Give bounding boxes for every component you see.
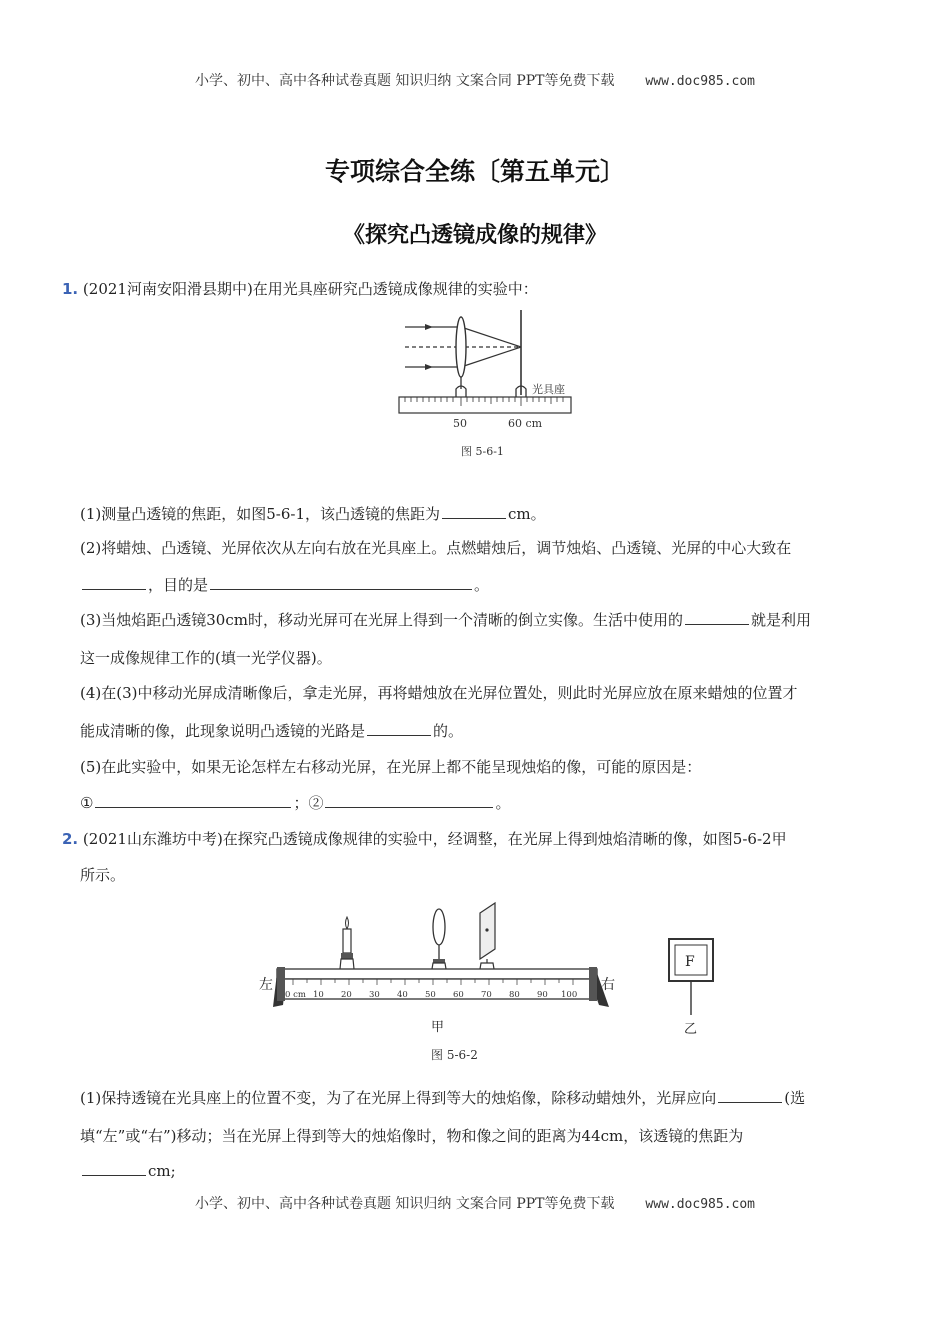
candle [340, 917, 354, 969]
figure-caption: 图 5-6-1 [461, 445, 504, 458]
figure-5-6-1 [395, 305, 575, 465]
tick-label-60: 60 cm [508, 417, 543, 430]
question-number: 1. [62, 280, 79, 298]
header-text: 小学、初中、高中各种试卷真题 知识归纳 文案合同 PPT等免费下载 [194, 73, 615, 89]
footer-text: 小学、初中、高中各种试卷真题 知识归纳 文案合同 PPT等免费下载 [194, 1196, 615, 1212]
answer-blank[interactable] [367, 719, 431, 736]
answer-blank[interactable] [685, 608, 749, 625]
screen [480, 903, 495, 969]
q1-part-2-cont: ，目的是 。 [80, 568, 890, 602]
header-url[interactable]: www.doc985.com [645, 74, 755, 89]
tick-label-50: 50 [453, 417, 467, 430]
page-subtitle: 《探究凸透镜成像的规律》 [342, 223, 607, 248]
q2-part-1: (1)保持透镜在光具座上的位置不变，为了在光屏上得到等大的烛焰像，除移动蜡烛外，光屏应向 (选 [80, 1081, 890, 1115]
page-footer [0, 1193, 950, 1213]
q1-part-4-cont: 能成清晰的像，此现象说明凸透镜的光路是 的。 [80, 714, 890, 748]
tick-30: 30 [369, 990, 380, 1000]
label-jia: 甲 [431, 1020, 445, 1035]
tick-100: 100 [561, 990, 578, 1000]
question-1-stem: 1. (2021河南安阳滑县期中)在用光具座研究凸透镜成像规律的实验中： [62, 280, 538, 298]
answer-blank[interactable] [210, 573, 472, 590]
answer-blank[interactable] [442, 502, 506, 519]
tick-10: 10 [313, 990, 324, 1000]
label-right: 右 [601, 977, 615, 993]
label-optical-bench: 光具座 [532, 383, 565, 396]
question-2-stem: 2. (2021山东潍坊中考)在探究凸透镜成像规律的实验中，经调整，在光屏上得到烛焰清晰的像，如图5-6-2甲 [62, 830, 787, 848]
answer-blank[interactable] [82, 573, 146, 590]
question-number: 2. [62, 830, 79, 848]
tick-20: 20 [341, 990, 352, 1000]
tick-80: 80 [509, 990, 520, 1000]
answer-blank[interactable] [718, 1086, 782, 1103]
answer-blank[interactable] [325, 791, 493, 808]
q1-part-4: (4)在(3)中移动光屏成清晰像后，拿走光屏，再将蜡烛放在光屏位置处，则此时光屏应放在原来蜡烛的位置才 [80, 684, 798, 702]
q2-part-1-cont2: cm; [80, 1154, 890, 1188]
figure-caption: 图 5-6-2 [431, 1048, 478, 1062]
label-left: 左 [259, 977, 273, 993]
tick-70: 70 [481, 990, 492, 1000]
letter-f: F [685, 954, 695, 970]
question-2-stem-cont: 所示。 [80, 866, 126, 884]
tick-0: 0 cm [285, 990, 306, 1000]
tick-60: 60 [453, 990, 464, 1000]
label-yi: 乙 [684, 1022, 698, 1037]
q1-part-3-cont: 这一成像规律工作的(填一光学仪器)。 [80, 649, 332, 667]
tick-50: 50 [425, 990, 436, 1000]
q1-part-1: (1)测量凸透镜的焦距，如图5-6-1，该凸透镜的焦距为 cm。 [80, 497, 890, 531]
tick-40: 40 [397, 990, 408, 1000]
q1-part-3: (3)当烛焰距凸透镜30cm时，移动光屏可在光屏上得到一个清晰的倒立实像。生活中使用的 就是利用 [80, 603, 890, 637]
page-header [0, 70, 950, 90]
lens [432, 909, 446, 969]
footer-url[interactable]: www.doc985.com [645, 1197, 755, 1212]
page-title: 专项综合全练〔第五单元〕 [324, 157, 625, 186]
q1-part-5: (5)在此实验中，如果无论怎样左右移动光屏，在光屏上都不能呈现烛焰的像，可能的原因是： [80, 758, 702, 776]
q1-part-2: (2)将蜡烛、凸透镜、光屏依次从左向右放在光具座上。点燃蜡烛后，调节烛焰、凸透镜、光屏的中心大致在 [80, 539, 792, 557]
tick-90: 90 [537, 990, 548, 1000]
answer-blank[interactable] [95, 791, 291, 808]
q1-part-5-cont: ① ；② 。 [80, 786, 890, 820]
q2-part-1-cont: 填“左”或“右”)移动；当在光屏上得到等大的烛焰像时，物和像之间的距离为44cm，该透镜的焦距为 [80, 1127, 744, 1145]
figure-5-6-2 [255, 893, 720, 1065]
answer-blank[interactable] [82, 1159, 146, 1176]
